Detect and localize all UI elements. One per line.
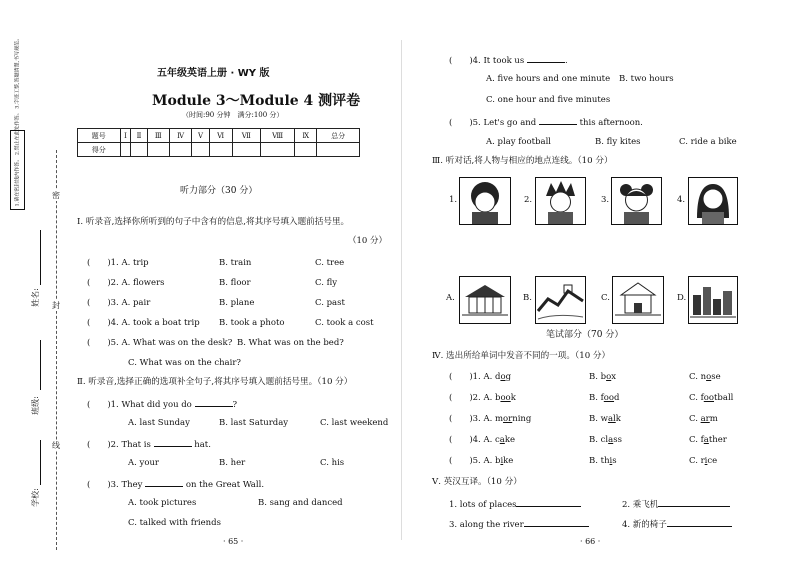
score-cell: Ⅷ	[261, 129, 295, 143]
written-header: 笔试部分（70 分）	[546, 330, 624, 340]
s2-q1-blank[interactable]	[195, 398, 233, 407]
s4-q4-b-end: ss	[613, 435, 622, 445]
class-line	[40, 340, 41, 390]
s4-q1-a-end: g	[505, 372, 512, 382]
s5-q1-blank[interactable]	[516, 498, 581, 507]
s2-q4-c: C. one hour and five minutes	[486, 95, 611, 105]
s4-q4-b-ul: a	[608, 435, 614, 445]
person-1-label: 1.	[449, 195, 458, 205]
s4-q2-a-end: k	[510, 393, 516, 403]
person-4-picture	[688, 177, 738, 225]
s2-q2	[87, 438, 211, 451]
s2-q3-end: on the Great Wall.	[185, 480, 265, 490]
s2-q5	[449, 116, 643, 129]
s4-q5-b	[589, 456, 617, 467]
score-input[interactable]	[192, 143, 209, 157]
s1-q1: ( )1. A. trip	[87, 258, 149, 268]
person-2-label: 2.	[524, 195, 533, 205]
s4-q4-b	[589, 435, 622, 446]
s1-q5-c: C. What was on the chair?	[128, 358, 241, 368]
s4-q3-a-ul: or	[503, 414, 513, 424]
s2-q5-b: B. fly kites	[595, 137, 641, 147]
s2-q2-text: ( )2. That is	[87, 440, 151, 450]
school-line	[40, 440, 41, 485]
s4-q4-c-ul: a	[703, 435, 709, 445]
s4-q5-a: ( )5. A. b	[449, 456, 501, 466]
score-table	[77, 128, 360, 157]
section-5-title: Ⅴ. 英汉互译。（10 分）	[432, 477, 522, 487]
s2-q5-end: this afternoon.	[579, 118, 643, 128]
s2-q4: ( )4. It took us .	[449, 56, 568, 66]
s5-q4-text: 4. 新的椅子	[622, 520, 667, 530]
s1-q1-b: B. train	[219, 258, 252, 268]
s1-q2: ( )2. A. flowers	[87, 278, 165, 288]
section-2-title: Ⅱ. 听录音,选择正确的选项补全句子,将其序号填入题前括号里。（10 分）	[77, 377, 353, 387]
s2-q1-c: C. last weekend	[320, 418, 389, 428]
s4-q5-a-ul: i	[500, 456, 504, 466]
girl-buns-icon	[612, 178, 661, 224]
name-line	[40, 230, 41, 285]
place-b-picture	[535, 276, 586, 324]
place-a-picture	[459, 276, 511, 324]
s2-q2-c: C. his	[320, 458, 345, 468]
score-input[interactable]	[209, 143, 232, 157]
s1-q2-b: B. floor	[219, 278, 251, 288]
place-c-picture	[612, 276, 664, 324]
page-number-left: · 65 ·	[223, 537, 244, 546]
score-input[interactable]	[261, 143, 295, 157]
s5-q1-text: 1. lots of places	[449, 500, 517, 510]
s4-q2-b-start: B. f	[589, 393, 604, 403]
s5-q3	[449, 518, 589, 531]
s1-q4: ( )4. A. took a boat trip	[87, 318, 200, 328]
s2-q5-a: A. play football	[486, 137, 552, 147]
s5-q4	[622, 518, 732, 531]
s2-q5-blank[interactable]	[539, 116, 577, 125]
s5-q3-blank[interactable]	[524, 518, 589, 527]
s5-q2	[622, 498, 730, 511]
seal-line	[56, 150, 57, 550]
s4-q5	[449, 456, 513, 467]
section-3-title: Ⅲ. 听对话,将人物与相应的地点连线。（10 分）	[432, 156, 613, 166]
s4-q1-a: ( )1. A. d	[449, 372, 501, 382]
score-cell: Ⅴ	[192, 129, 209, 143]
score-input[interactable]	[120, 143, 131, 157]
score-cell: Ⅰ	[120, 129, 131, 143]
s2-q3-text: ( )3. They	[87, 480, 143, 490]
s4-q2-c-end: tball	[714, 393, 734, 403]
score-cell: 题号	[78, 129, 121, 143]
s4-q3-b	[589, 414, 621, 425]
s2-q4-b: B. two hours	[619, 74, 674, 84]
person-1-picture	[459, 177, 511, 225]
s4-q4-c-end: ther	[708, 435, 727, 445]
s2-q3-b: B. sang and danced	[258, 498, 343, 508]
s5-q4-blank[interactable]	[667, 518, 732, 527]
s4-q1-c-ul: o	[706, 372, 712, 382]
s2-q2-end: hat.	[194, 440, 211, 450]
score-cell: Ⅸ	[295, 129, 317, 143]
s1-q1-c: C. tree	[315, 258, 345, 268]
s4-q5-c-start: C. r	[689, 456, 705, 466]
s4-q1-b	[589, 372, 616, 383]
s4-q2-b	[589, 393, 620, 404]
s4-q3-c-start: C.	[689, 414, 701, 424]
s2-q1	[87, 398, 237, 411]
seal-char-2: 封	[52, 301, 60, 310]
score-cell: Ⅵ	[209, 129, 232, 143]
s4-q2-c-ul: oo	[703, 393, 715, 403]
s5-q1	[449, 498, 581, 511]
s4-q4-a-ul: a	[499, 435, 505, 445]
s2-q2-blank[interactable]	[154, 438, 192, 447]
score-input[interactable]	[147, 143, 169, 157]
s2-q1-a: A. last Sunday	[128, 418, 190, 428]
boy-spiky-hair-icon	[536, 178, 585, 224]
seal-char-1: 密	[52, 191, 60, 200]
page-title: Module 3～Module 4 测评卷	[152, 93, 361, 109]
s1-q3: ( )3. A. pair	[87, 298, 151, 308]
s4-q2-c	[689, 393, 733, 404]
s4-q3-a-end: ning	[512, 414, 532, 424]
s1-q5-b: B. What was on the bed?	[237, 338, 344, 348]
s4-q2-a: ( )2. A. b	[449, 393, 501, 403]
s4-q4-a-end: ke	[504, 435, 516, 445]
s4-q1	[449, 372, 511, 383]
center-fold	[401, 40, 402, 540]
s4-q5-b-ul: i	[609, 456, 613, 466]
s4-q4-c-start: C. f	[689, 435, 704, 445]
s4-q4-b-start: B. cl	[589, 435, 609, 445]
s4-q5-c	[689, 456, 717, 467]
score-cell: Ⅱ	[131, 129, 147, 143]
woman-long-hair-icon	[689, 178, 737, 224]
person-2-picture	[535, 177, 586, 225]
s4-q2	[449, 393, 516, 404]
listening-header: 听力部分（30 分）	[180, 186, 258, 196]
s2-q3-a: A. took pictures	[128, 498, 197, 508]
s4-q2-b-ul: oo	[603, 393, 615, 403]
s4-q1-c-start: C. n	[689, 372, 707, 382]
girl-curly-hair-icon	[460, 178, 510, 224]
s2-q2-b: B. her	[219, 458, 246, 468]
s4-q1-b-end: x	[611, 372, 617, 382]
s4-q3	[449, 414, 531, 425]
s5-q2-blank[interactable]	[658, 498, 730, 507]
score-cell: Ⅳ	[169, 129, 192, 143]
person-4-label: 4.	[677, 195, 686, 205]
city-skyline-icon	[689, 277, 737, 323]
palace-icon	[460, 277, 510, 323]
section-4-title: Ⅳ. 选出所给单词中发音不同的一项。（10 分）	[432, 351, 611, 361]
s4-q1-b-start: B. b	[589, 372, 607, 382]
score-cell: Ⅲ	[147, 129, 169, 143]
place-d-label: D.	[677, 293, 687, 303]
score-input[interactable]	[169, 143, 192, 157]
s5-q3-text: 3. along the river	[449, 520, 524, 530]
place-d-picture	[688, 276, 738, 324]
s2-q1-b: B. last Saturday	[219, 418, 289, 428]
score-input[interactable]	[295, 143, 317, 157]
s4-q5-c-end: ce	[707, 456, 718, 466]
s2-q3	[87, 478, 264, 491]
section-1-points: （10 分）	[348, 236, 388, 246]
s4-q3-b-end: k	[615, 414, 621, 424]
s4-q5-b-end: s	[612, 456, 617, 466]
s2-q4-blank[interactable]	[527, 54, 565, 63]
place-a-label: A.	[446, 293, 455, 303]
s5-q2-text: 2. 乘飞机	[622, 500, 659, 510]
s4-q3-b-start: B. w	[589, 414, 608, 424]
s4-q3-a: ( )3. A. m	[449, 414, 504, 424]
s1-q4-c: C. took a cost	[315, 318, 374, 328]
s4-q1-b-ul: o	[606, 372, 612, 382]
binding-notice: 1.请在密封线内作答。 2.禁止在此处作答。 3.字迹工整,答题清楚,书写规范。	[14, 35, 21, 207]
score-input[interactable]	[232, 143, 261, 157]
s4-q4-c	[689, 435, 727, 446]
s2-q1-end: ?	[232, 400, 238, 410]
s4-q5-c-ul: i	[704, 456, 708, 466]
s4-q2-c-start: C. f	[689, 393, 704, 403]
s1-q3-b: B. plane	[219, 298, 255, 308]
s4-q3-b-ul: al	[607, 414, 616, 424]
s2-q3-c: C. talked with friends	[128, 518, 221, 528]
s2-q2-a: A. your	[128, 458, 159, 468]
person-3-label: 3.	[601, 195, 610, 205]
school-label: 学校:	[30, 488, 40, 507]
s4-q1-a-ul: o	[500, 372, 506, 382]
s4-q2-a-ul: oo	[500, 393, 511, 403]
s4-q4	[449, 435, 515, 446]
time-info: （时间:90 分钟 满分:100 分）	[182, 111, 284, 119]
s2-q5-c: C. ride a bike	[679, 137, 737, 147]
name-label: 姓名:	[30, 288, 40, 307]
temple-icon	[613, 277, 663, 323]
s1-q5: ( )5. A. What was on the desk?	[87, 338, 233, 348]
score-input[interactable]	[131, 143, 147, 157]
score-cell: 得分	[78, 143, 121, 157]
s1-q3-c: C. past	[315, 298, 345, 308]
s2-q1-text: ( )1. What did you do	[87, 400, 192, 410]
place-b-label: B.	[523, 293, 532, 303]
seal-char-3: 线	[52, 441, 60, 450]
s4-q3-c	[689, 414, 718, 425]
s4-q2-b-end: d	[614, 393, 620, 403]
book-header: 五年级英语上册 · WY 版	[157, 68, 270, 79]
score-cell: Ⅶ	[232, 129, 261, 143]
s4-q4-a: ( )4. A. c	[449, 435, 500, 445]
s4-q3-c-end: m	[709, 414, 718, 424]
s2-q5-text: ( )5. Let's go and	[449, 118, 537, 128]
class-label: 班级:	[30, 396, 40, 415]
s1-q4-b: B. took a photo	[219, 318, 285, 328]
s1-q2-c: C. fly	[315, 278, 338, 288]
s2-q3-blank[interactable]	[145, 478, 183, 487]
s4-q1-c-end: se	[711, 372, 721, 382]
s4-q5-b-start: B. th	[589, 456, 610, 466]
great-wall-icon	[536, 277, 585, 323]
s4-q1-c	[689, 372, 721, 383]
person-3-picture	[611, 177, 662, 225]
s2-q4-text: ( )4. It took us	[449, 56, 525, 66]
score-input[interactable]	[317, 143, 360, 157]
score-cell: 总分	[317, 129, 360, 143]
s4-q5-a-end: ke	[503, 456, 514, 466]
s4-q3-c-ul: ar	[700, 414, 710, 424]
s2-q4-a: A. five hours and one minute	[486, 74, 611, 84]
place-c-label: C.	[601, 293, 610, 303]
page-number-right: · 66 ·	[580, 537, 601, 546]
section-1-title: Ⅰ. 听录音,选择你所听到的句子中含有的信息,将其序号填入题前括号里。	[77, 217, 350, 227]
